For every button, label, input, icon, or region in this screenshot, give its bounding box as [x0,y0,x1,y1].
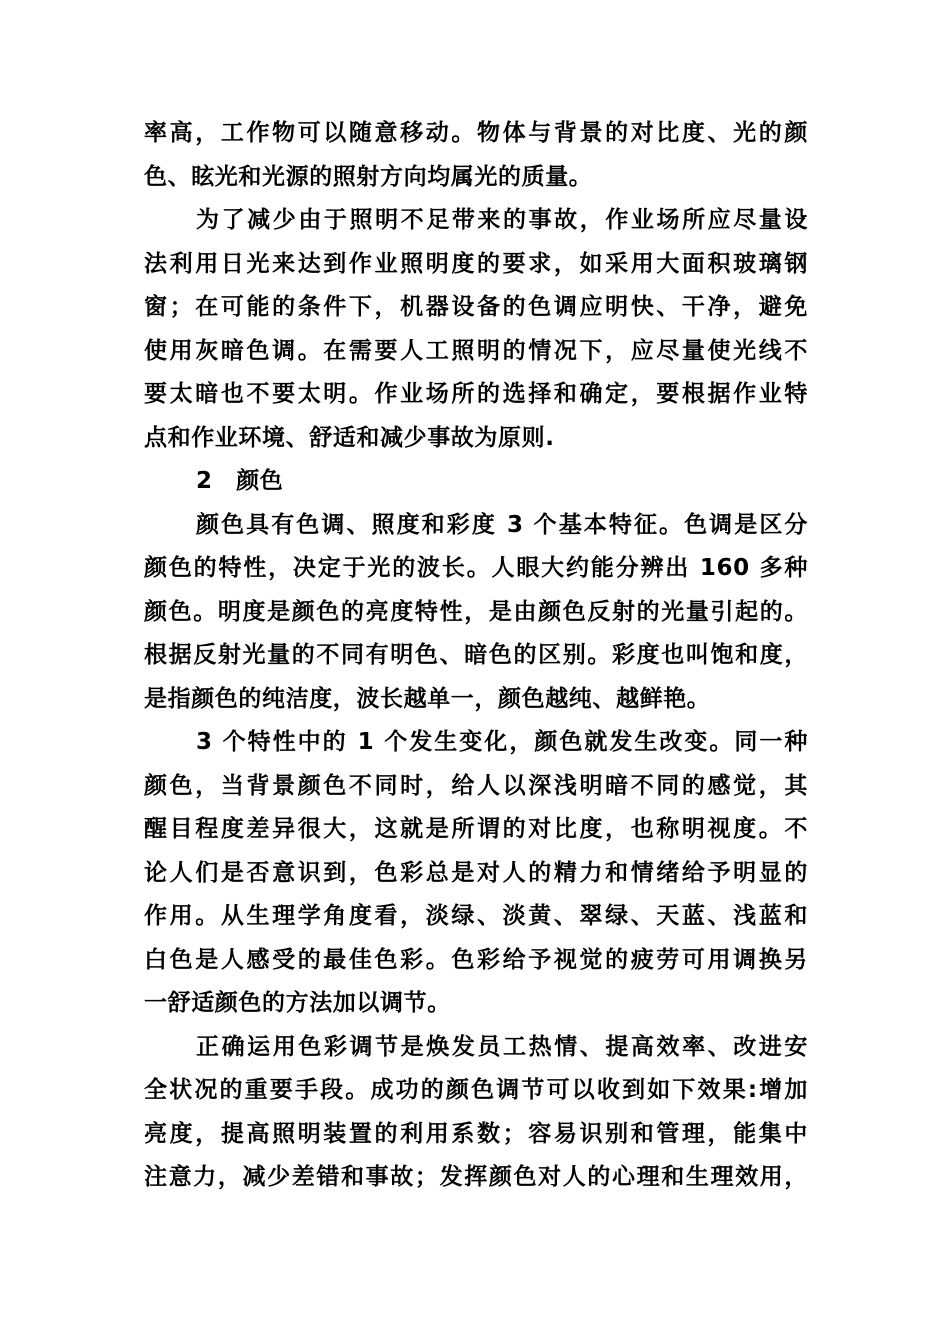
text-line: 论人们是否意识到，色彩总是对人的精力和情绪给予明显的 [144,859,808,886]
text-line: 白色是人感受的最佳色彩。色彩给予视觉的疲劳可用调换另 [144,946,808,973]
text-line: 颜色。明度是颜色的亮度特性，是由颜色反射的光量引起的。 [144,598,808,625]
text-line: 根据反射光量的不同有明色、暗色的区别。彩度也叫饱和度， [144,642,808,668]
text-line: 窗；在可能的条件下，机器设备的色调应明快、干净，避免 [144,294,808,320]
text-line: 正确运用色彩调节是焕发员工热情、提高效率、改进安 [196,1033,808,1060]
text-line: 颜色的特性，决定于光的波长。人眼大约能分辨出 160 多种 [144,555,808,581]
text-line: 作用。从生理学角度看，淡绿、淡黄、翠绿、天蓝、浅蓝和 [144,903,808,929]
text-line: 亮度，提高照明装置的利用系数；容易识别和管理，能集中 [144,1120,808,1147]
section-heading [144,460,808,504]
text-line: 3 个特性中的 1 个发生变化，颜色就发生改变。同一种 [196,729,808,755]
document-body [144,112,808,1200]
text-line: 颜色具有色调、照度和彩度 3 个基本特征。色调是区分 [196,511,808,538]
text-line: 色、眩光和光源的照射方向均属光的质量。 [144,163,593,190]
text-line: 要太暗也不要太明。作业场所的选择和确定，要根据作业特 [144,381,808,407]
text-line: 醒目程度差异很大，这就是所谓的对比度，也称明视度。不 [144,816,808,842]
paragraph-lighting [144,199,808,460]
paragraph-color-adjust [144,1026,808,1200]
text-line: 全状况的重要手段。成功的颜色调节可以收到如下效果:增加 [144,1077,808,1103]
section-title: 2 颜色 [196,468,284,494]
text-line: 点和作业环境、舒适和减少事故为原则. [144,424,555,451]
text-line: 率高，工作物可以随意移动。物体与背景的对比度、光的颜 [144,120,808,146]
text-line: 使用灰暗色调。在需要人工照明的情况下，应尽量使光线不 [144,337,808,364]
paragraph-continuation [144,112,808,199]
text-line: 是指颜色的纯洁度，波长越单一，颜色越纯、越鲜艳。 [144,685,711,712]
text-line: 注意力，减少差错和事故；发挥颜色对人的心理和生理效用， [144,1164,808,1190]
paragraph-contrast [144,721,808,1026]
text-line: 法利用日光来达到作业照明度的要求，如采用大面积玻璃钢 [144,250,808,277]
text-line: 颜色，当背景颜色不同时，给人以深浅明暗不同的感觉，其 [144,772,808,799]
text-line: 为了减少由于照明不足带来的事故，作业场所应尽量设 [196,207,808,233]
paragraph-color-features [144,504,808,722]
text-line: 一舒适颜色的方法加以调节。 [144,990,451,1016]
